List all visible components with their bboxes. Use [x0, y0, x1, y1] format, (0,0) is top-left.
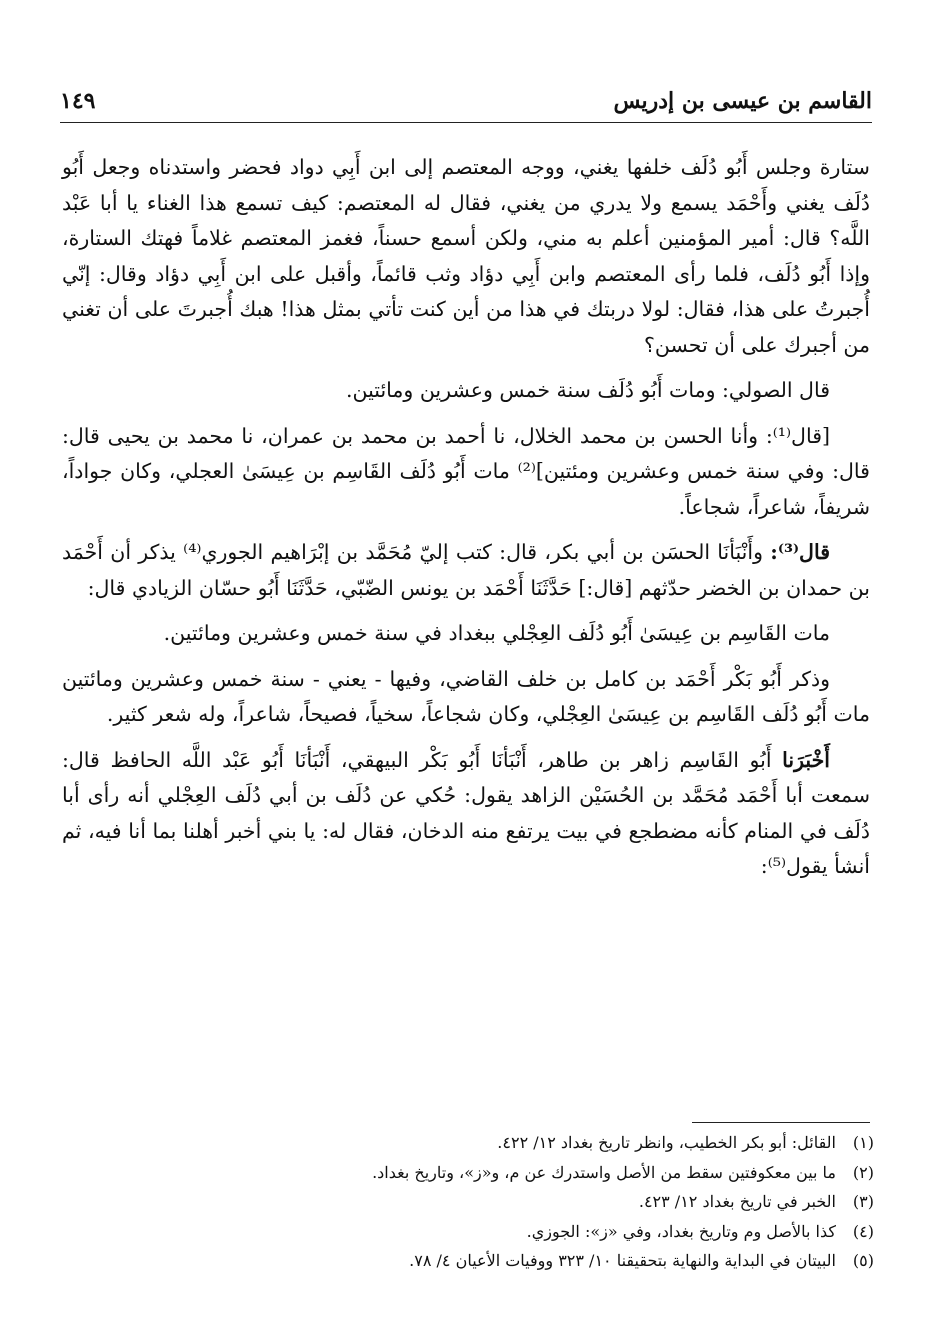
paragraph-7-lead: أَخْبَرَنا: [782, 747, 830, 772]
footnote-2: [62, 1158, 874, 1188]
footnote-text: كذا بالأصل وم وتاريخ بغداد، وفي «ز»: الجوزي.: [526, 1221, 836, 1241]
footnote-4: [62, 1217, 874, 1247]
footnote-3: [62, 1187, 874, 1217]
paragraph-6-text: وذكر أَبُو بَكْر أَحْمَد بن كامل بن خلف القاضي، وفيها - يعني - سنة خمس وعشرين ومائتين مات أَبُو دُلَف القَاسِم بن عِيسَىٰ العِجْلي، وكان شجاعاً، سخياً، فصيحاً، شاعراً، وله شعر كثير.: [62, 666, 870, 726]
paragraph-4-text: وأَنْبَأنَا الحسَن بن أبي بكر، قال: كتب إليّ مُحَمَّد بن إبْرَاهيم الجوري⁽⁴⁾ يذكر أن أَحْمَد بن حمدان بن الخضر حدّثهم [قال:] حَدَّثَنَا أَحْمَد بن يونس الضّبّي، حَدَّثَنَا أَبُو حسّان الزيادي قال:: [62, 540, 870, 600]
footnote-divider: [692, 1122, 870, 1123]
paragraph-4-lead: قال⁽³⁾:: [770, 540, 830, 564]
footnote-text: ما بين معكوفتين سقط من الأصل واستدرك عن م، و«ز»، وتاريخ بغداد.: [372, 1162, 836, 1182]
footnotes: [62, 1128, 874, 1276]
footnote-number: (٤): [852, 1221, 874, 1241]
footnote-5: [62, 1246, 874, 1276]
paragraph-7: [62, 743, 870, 885]
footnote-text: القائل: أبو بكر الخطيب، وانظر تاريخ بغداد ١٢/ ٤٢٢.: [497, 1133, 836, 1152]
paragraph-5-text: مات القَاسِم بن عِيسَىٰ أَبُو دُلَف العِجْلي ببغداد في سنة خمس وعشرين ومائتين.: [163, 621, 830, 645]
paragraph-2: [62, 373, 870, 409]
body-text: [62, 150, 870, 895]
paragraph-3-text: [قال⁽¹⁾: وأنا الحسن بن محمد الخلال، نا أحمد بن محمد بن عمران، نا محمد بن يحيى قال: قال: وفي سنة خمس وعشرين ومئتين]⁽²⁾ مات أَبُو دُلَف القَاسِم بن عِيسَىٰ العجلي، وكان جواداً، شريفاً، شاعراً، شجاعاً.: [62, 423, 870, 519]
footnote-number: (١): [852, 1133, 874, 1152]
paragraph-4: [62, 535, 870, 606]
paragraph-3: [62, 419, 870, 526]
footnote-1: [62, 1128, 874, 1158]
running-title: القاسم بن عيسى بن إدريس: [613, 88, 872, 114]
footnote-number: (٥): [852, 1251, 874, 1270]
footnote-number: (٢): [852, 1162, 874, 1182]
paragraph-6: [62, 662, 870, 733]
paragraph-1-text: ستارة وجلس أَبُو دُلَف خلفها يغني، ووجه المعتصم إلى ابن أَبِي دواد فحضر واستدناه وجعل أَبُو دُلَف يغني وأَحْمَد يسمع ولا يدري من يغني، فقال له المعتصم: كيف تسمع هذا الغناء يا أبا عَبْد اللَّه؟ قال: أمير المؤمنين أعلم به مني، ولكن أسمع حسناً، فغمز المعتصم غلاماً فهتك الستارة، وإذا أَبُو دُلَف، فلما رأى المعتصم وابن أَبِي دؤاد وثب قائماً، وأقبل على ابن أَبِي دؤاد وقال: إنّي أُجبرتُ على هذا، فقال: لولا دربتك في هذا من أين كنت تأتي بمثل هذا! هبك أُجبرتَ على أن تغني من أجبرك على أن تحسن؟: [62, 155, 870, 357]
paragraph-5: [62, 616, 870, 652]
footnote-text: الخبر في تاريخ بغداد ١٢/ ٤٢٣.: [638, 1192, 836, 1211]
page-number: ١٤٩: [60, 88, 96, 114]
footnote-number: (٣): [852, 1192, 874, 1211]
paragraph-2-text: قال الصولي: ومات أَبُو دُلَف سنة خمس وعشرين ومائتين.: [345, 378, 830, 402]
paragraph-1: [62, 150, 870, 363]
running-header: [60, 82, 872, 123]
footnote-text: البيتان في البداية والنهاية بتحقيقنا ١٠/ ٣٢٣ ووفيات الأعيان ٤/ ٧٨.: [409, 1251, 836, 1270]
paragraph-7-text: أَبُو القَاسِم زاهر بن طاهر، أَنْبَأنَا أَبُو بَكْر البيهقي، أَنْبَأنَا أَبُو عَبْد اللَّه الحافظ قال: سمعت أبا أَحْمَد مُحَمَّد بن الحُسَيْن الزاهد يقول: حُكي عن دُلَف بن أبي دُلَف العِجْلي أنه رأى أبا دُلَف في المنام كأنه مضطجع في بيت يرتفع منه الدخان، فقال له: يا بني أخبر أهلنا بما أنا فيه، ثم أنشأ يقول⁽⁵⁾:: [62, 747, 870, 878]
